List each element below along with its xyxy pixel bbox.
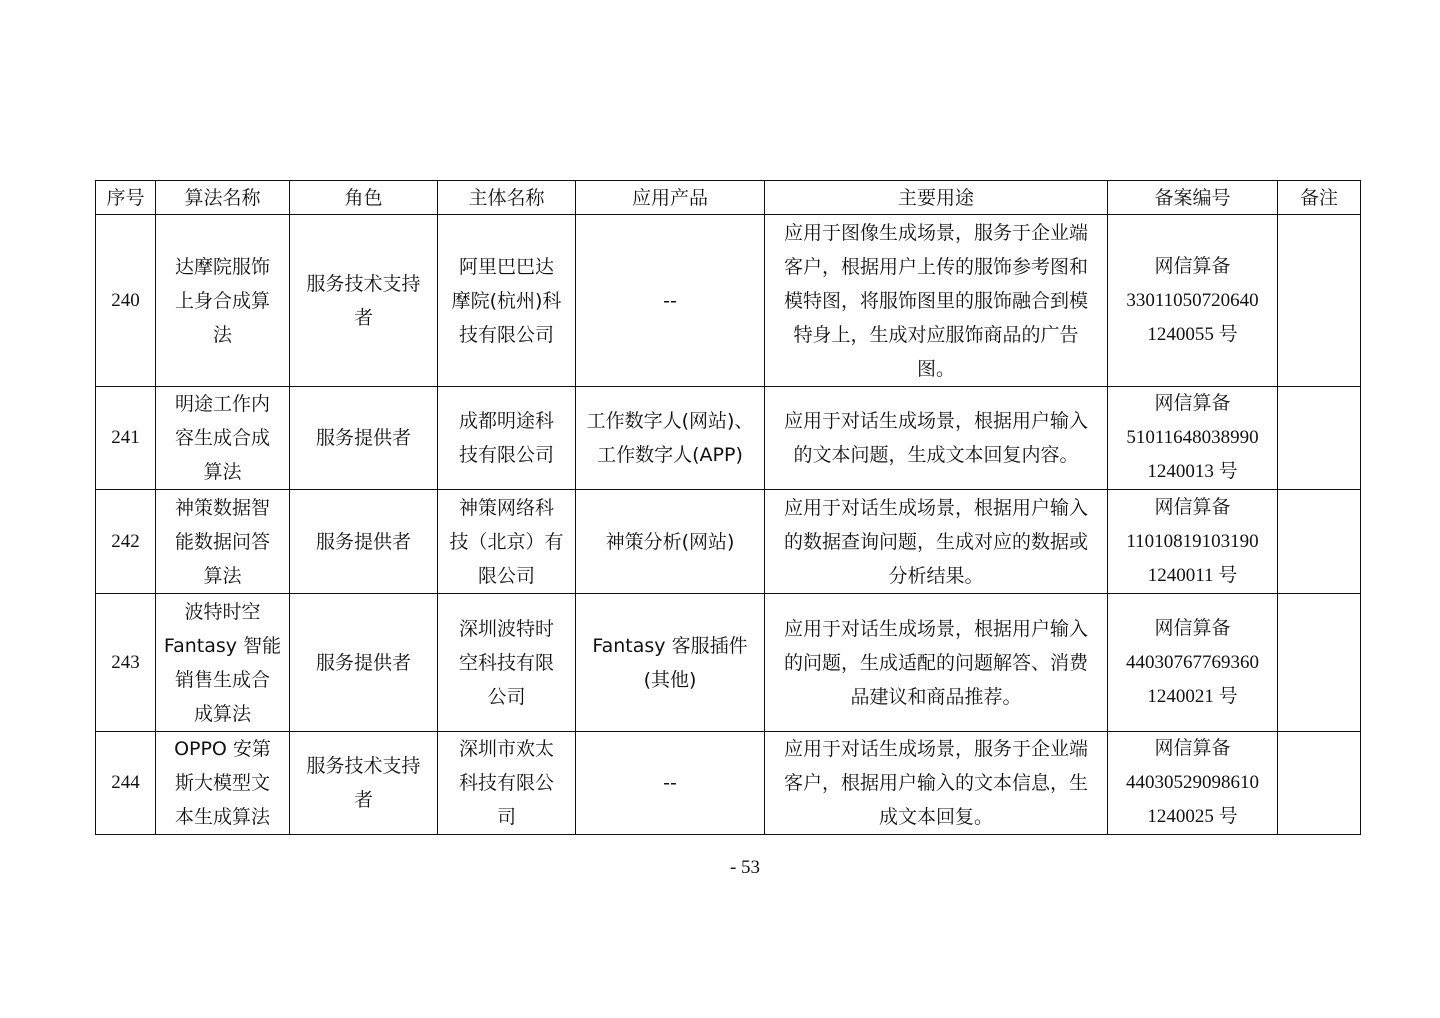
header-purpose: 主要用途 (765, 181, 1108, 215)
filing-number: 网信算备 44030767769360 1240021 号 (1108, 594, 1278, 732)
entity-name: 神策网络科 技（北京）有 限公司 (438, 490, 576, 594)
role: 服务提供者 (290, 594, 438, 732)
algorithm-name: 达摩院服饰 上身合成算 法 (156, 215, 290, 387)
filing-number: 网信算备 33011050720640 1240055 号 (1108, 215, 1278, 387)
table-row (96, 732, 1361, 835)
entity-name: 深圳市欢太 科技有限公 司 (438, 732, 576, 835)
row-number: 241 (96, 387, 156, 490)
page-number: - 53 (729, 857, 761, 878)
header-filing-number: 备案编号 (1108, 181, 1278, 215)
table-header-row (96, 181, 1361, 215)
header-entity: 主体名称 (438, 181, 576, 215)
purpose: 应用于对话生成场景，服务于企业端 客户，根据用户输入的文本信息，生 成文本回复。 (765, 732, 1108, 835)
purpose: 应用于对话生成场景，根据用户输入 的问题，生成适配的问题解答、消费 品建议和商品推荐。 (765, 594, 1108, 732)
table-row (96, 387, 1361, 490)
role: 服务技术支持 者 (290, 215, 438, 387)
purpose: 应用于对话生成场景，根据用户输入 的数据查询问题，生成对应的数据或 分析结果。 (765, 490, 1108, 594)
algorithm-name: 波特时空 Fantasy 智能 销售生成合 成算法 (156, 594, 290, 732)
note (1278, 215, 1361, 387)
note (1278, 594, 1361, 732)
role: 服务提供者 (290, 387, 438, 490)
product: -- (576, 215, 765, 387)
entity-name: 成都明途科 技有限公司 (438, 387, 576, 490)
header-no: 序号 (96, 181, 156, 215)
row-number: 242 (96, 490, 156, 594)
header-algorithm: 算法名称 (156, 181, 290, 215)
filing-number: 网信算备 44030529098610 1240025 号 (1108, 732, 1278, 835)
table-row (96, 490, 1361, 594)
row-number: 243 (96, 594, 156, 732)
purpose: 应用于图像生成场景，服务于企业端 客户，根据用户上传的服饰参考图和 模特图，将服饰图里的服饰融合到模 特身上，生成对应服饰商品的广告 图。 (765, 215, 1108, 387)
role: 服务提供者 (290, 490, 438, 594)
algorithm-name: 明途工作内 容生成合成 算法 (156, 387, 290, 490)
algorithm-name: OPPO 安第 斯大模型文 本生成算法 (156, 732, 290, 835)
purpose: 应用于对话生成场景，根据用户输入 的文本问题，生成文本回复内容。 (765, 387, 1108, 490)
product: Fantasy 客服插件 (其他) (576, 594, 765, 732)
product: -- (576, 732, 765, 835)
algorithm-name: 神策数据智 能数据问答 算法 (156, 490, 290, 594)
header-note: 备注 (1278, 181, 1361, 215)
filing-number: 网信算备 11010819103190 1240011 号 (1108, 490, 1278, 594)
product: 工作数字人(网站)、 工作数字人(APP) (576, 387, 765, 490)
row-number: 244 (96, 732, 156, 835)
row-number: 240 (96, 215, 156, 387)
note (1278, 732, 1361, 835)
header-product: 应用产品 (576, 181, 765, 215)
header-role: 角色 (290, 181, 438, 215)
product: 神策分析(网站) (576, 490, 765, 594)
algorithm-registry-table (95, 180, 1361, 835)
note (1278, 490, 1361, 594)
role: 服务技术支持 者 (290, 732, 438, 835)
entity-name: 深圳波特时 空科技有限 公司 (438, 594, 576, 732)
note (1278, 387, 1361, 490)
filing-number: 网信算备 51011648038990 1240013 号 (1108, 387, 1278, 490)
table-row (96, 215, 1361, 387)
table-row (96, 594, 1361, 732)
entity-name: 阿里巴巴达 摩院(杭州)科 技有限公司 (438, 215, 576, 387)
